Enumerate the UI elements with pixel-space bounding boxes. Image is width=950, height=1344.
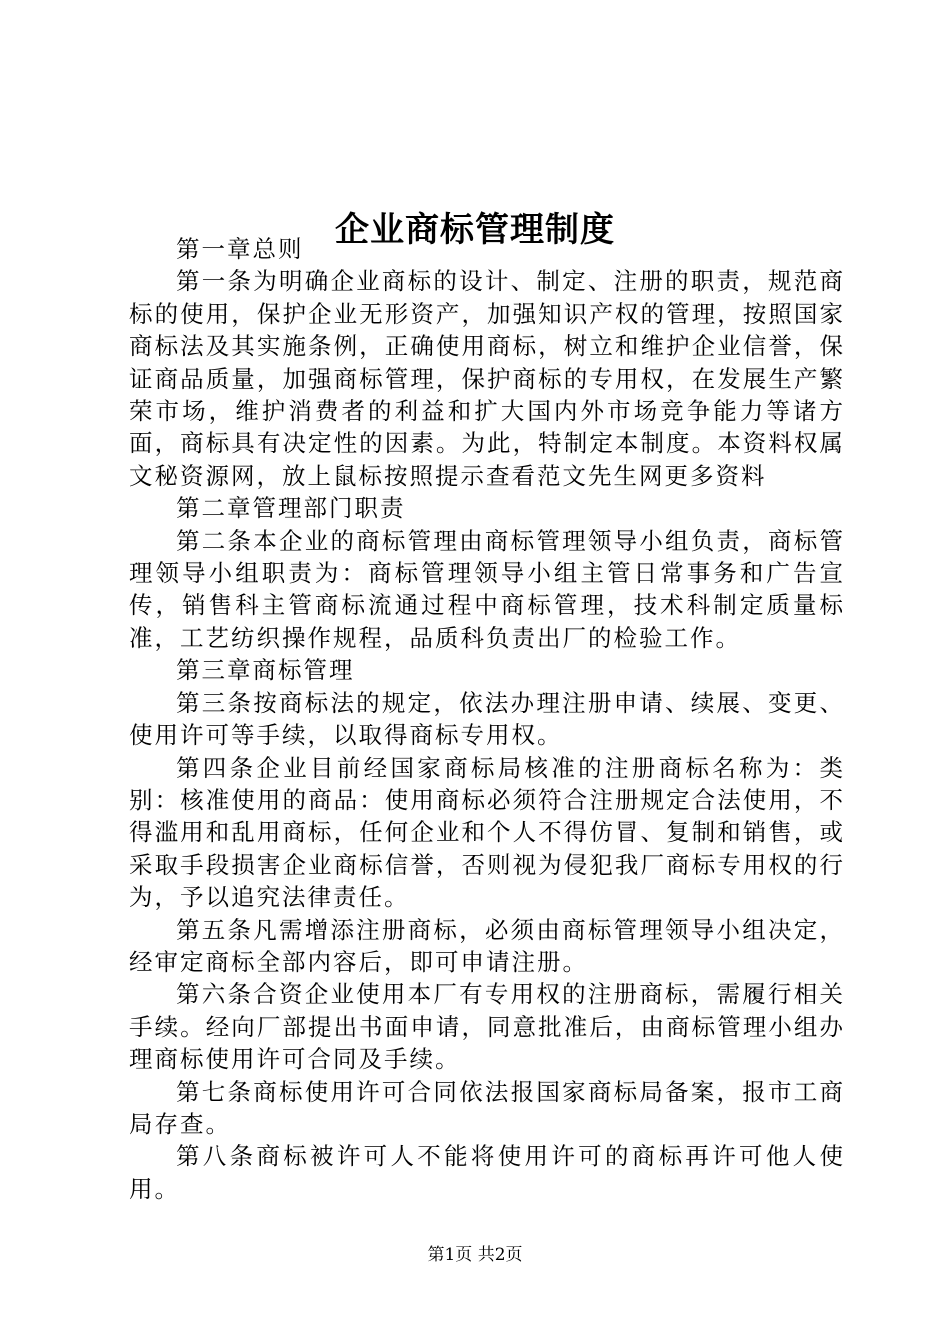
document-body [129, 233, 845, 1205]
chapter-heading: 第一章总则 [176, 235, 304, 263]
article-paragraph: 第一条为明确企业商标的设计、制定、注册的职责，规范商标的使用，保护企业无形资产，加强知识产权的管理，按照国家商标法及其实施条例，正确使用商标，树立和维护企业信誉，保证商品质量，加强商标管理，保护商标的专用权，在发展生产繁荣市场，维护消费者的利益和扩大国内外市场竞争能力等诸方面，商标具有决定性的因素。为此，特制定本制度。本资料权属文秘资源网，放上鼠标按照提示查看范文先生网更多资料 [129, 267, 845, 490]
article-paragraph: 第七条商标使用许可合同依法报国家商标局备案，报市工商局存查。 [129, 1077, 845, 1138]
document-title: 企业商标管理制度 [335, 209, 615, 250]
chapter-heading: 第三章商标管理 [176, 656, 355, 685]
article-paragraph: 第五条凡需增添注册商标，必须由商标管理领导小组决定，经审定商标全部内容后，即可申请注册。 [129, 915, 845, 976]
article-paragraph: 第六条合资企业使用本厂有专用权的注册商标，需履行相关手续。经向厂部提出书面申请，同意批准后，由商标管理小组办理商标使用许可合同及手续。 [129, 980, 845, 1074]
page-footer: 第1页 共2页 [427, 1245, 523, 1265]
article-paragraph: 第二条本企业的商标管理由商标管理领导小组负责，商标管理领导小组职责为：商标管理领导小组主管日常事务和广告宣传，销售科主管商标流通过程中商标管理，技术科制定质量标准，工艺纺织操作规程，品质科负责出厂的检验工作。 [129, 526, 845, 652]
chapter-heading: 第二章管理部门职责 [176, 494, 406, 523]
article-paragraph: 第三条按商标法的规定，依法办理注册申请、续展、变更、使用许可等手续，以取得商标专用权。 [129, 688, 845, 750]
article-paragraph: 第四条企业目前经国家商标局核准的注册商标名称为：类别：核准使用的商品：使用商标必须符合注册规定合法使用，不得滥用和乱用商标，任何企业和个人不得仿冒、复制和销售，或采取手段损害企业商标信誉，否则视为侵犯我厂商标专用权的行为，予以追究法律责任。 [129, 753, 845, 912]
article-paragraph: 第八条商标被许可人不能将使用许可的商标再许可他人使用。 [129, 1142, 845, 1203]
